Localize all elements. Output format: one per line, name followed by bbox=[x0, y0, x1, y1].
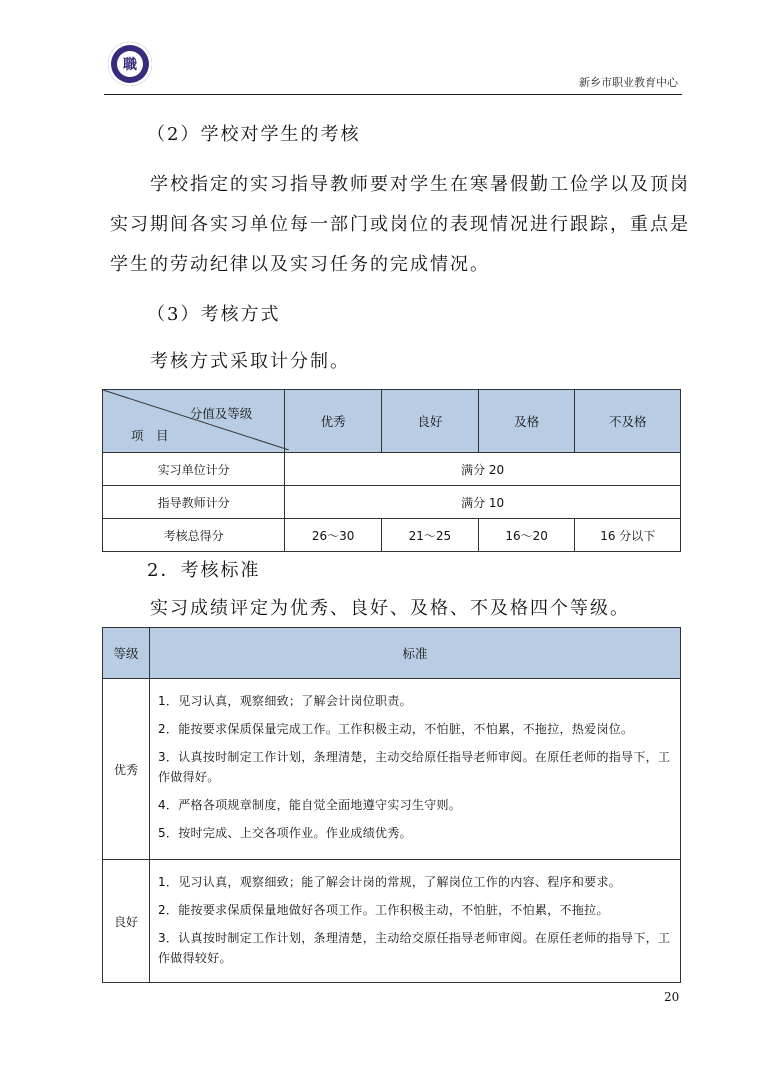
criterion-item: 2．能按要求保质保量完成工作。工作积极主动，不怕脏，不怕累，不拖拉，热爱岗位。 bbox=[158, 722, 634, 736]
criterion-item: 3．认真按时制定工作计划，条理清楚，主动给交原任指导老师审阅。在原任老师的指导下，工作做得较好。 bbox=[158, 931, 671, 965]
grade-header: 良好 bbox=[381, 390, 478, 453]
grade-header: 不及格 bbox=[575, 390, 681, 453]
criterion-item: 1．见习认真，观察细致；能了解会计岗的常规，了解岗位工作的内容、程序和要求。 bbox=[158, 875, 622, 889]
range-cell: 16 分以下 bbox=[575, 519, 681, 552]
heading-assessment-method: （3）考核方式 bbox=[147, 304, 281, 325]
standard-cell bbox=[150, 860, 681, 983]
paragraph-line-1: 学校指定的实习指导教师要对学生在寒暑假勤工俭学以及顶岗 bbox=[150, 174, 690, 195]
level-cell: 良好 bbox=[103, 860, 150, 983]
paragraph-line-3: 学生的劳动纪律以及实习任务的完成情况。 bbox=[110, 254, 490, 275]
grade-header: 优秀 bbox=[285, 390, 382, 453]
criteria-header-row bbox=[103, 628, 681, 679]
table-row bbox=[103, 453, 681, 486]
corner-top-label: 分值及等级 bbox=[189, 406, 253, 421]
school-seal-logo bbox=[108, 42, 152, 86]
standard-column-header: 标准 bbox=[150, 628, 681, 679]
criterion-item: 3．认真按时制定工作计划，条理清楚，主动交给原任指导老师审阅。在原任老师的指导下，工作做得好。 bbox=[158, 750, 671, 784]
criteria-table bbox=[102, 627, 681, 983]
header-org-name: 新乡市职业教育中心 bbox=[579, 76, 678, 89]
row-value: 满分 20 bbox=[285, 453, 681, 486]
row-item: 实习单位计分 bbox=[103, 453, 285, 486]
criterion-item: 4．严格各项规章制度，能自觉全面地遵守实习生守则。 bbox=[158, 798, 462, 812]
page-header bbox=[104, 38, 682, 95]
level-cell: 优秀 bbox=[103, 679, 150, 860]
grade-header: 及格 bbox=[478, 390, 575, 453]
heading-standards: 2．考核标准 bbox=[147, 560, 261, 581]
score-table bbox=[102, 389, 681, 552]
table-row bbox=[103, 486, 681, 519]
standard-cell bbox=[150, 679, 681, 860]
logo-glyph: 職 bbox=[123, 57, 137, 73]
table-row bbox=[103, 679, 681, 860]
score-table-corner-cell bbox=[103, 390, 285, 453]
paragraph-standards: 实习成绩评定为优秀、良好、及格、不及格四个等级。 bbox=[150, 598, 630, 619]
paragraph-line-2: 实习期间各实习单位每一部门或岗位的表现情况进行跟踪，重点是 bbox=[110, 214, 690, 235]
row-value: 满分 10 bbox=[285, 486, 681, 519]
row-item: 考核总得分 bbox=[103, 519, 285, 552]
page-number: 20 bbox=[664, 990, 680, 1004]
table-row bbox=[103, 519, 681, 552]
heading-school-assessment: （2）学校对学生的考核 bbox=[147, 124, 361, 145]
criterion-item: 5．按时完成、上交各项作业。作业成绩优秀。 bbox=[158, 826, 412, 840]
table-row bbox=[103, 860, 681, 983]
corner-bottom-label: 项 目 bbox=[131, 428, 169, 443]
criterion-item: 1．见习认真，观察细致；了解会计岗位职责。 bbox=[158, 694, 412, 708]
range-cell: 21～25 bbox=[381, 519, 478, 552]
level-column-header: 等级 bbox=[103, 628, 150, 679]
score-table-header-row bbox=[103, 390, 681, 453]
range-cell: 16～20 bbox=[478, 519, 575, 552]
row-item: 指导教师计分 bbox=[103, 486, 285, 519]
paragraph-method: 考核方式采取计分制。 bbox=[150, 351, 350, 372]
criterion-item: 2．能按要求保质保量地做好各项工作。工作积极主动，不怕脏，不怕累，不拖拉。 bbox=[158, 903, 609, 917]
range-cell: 26～30 bbox=[285, 519, 382, 552]
